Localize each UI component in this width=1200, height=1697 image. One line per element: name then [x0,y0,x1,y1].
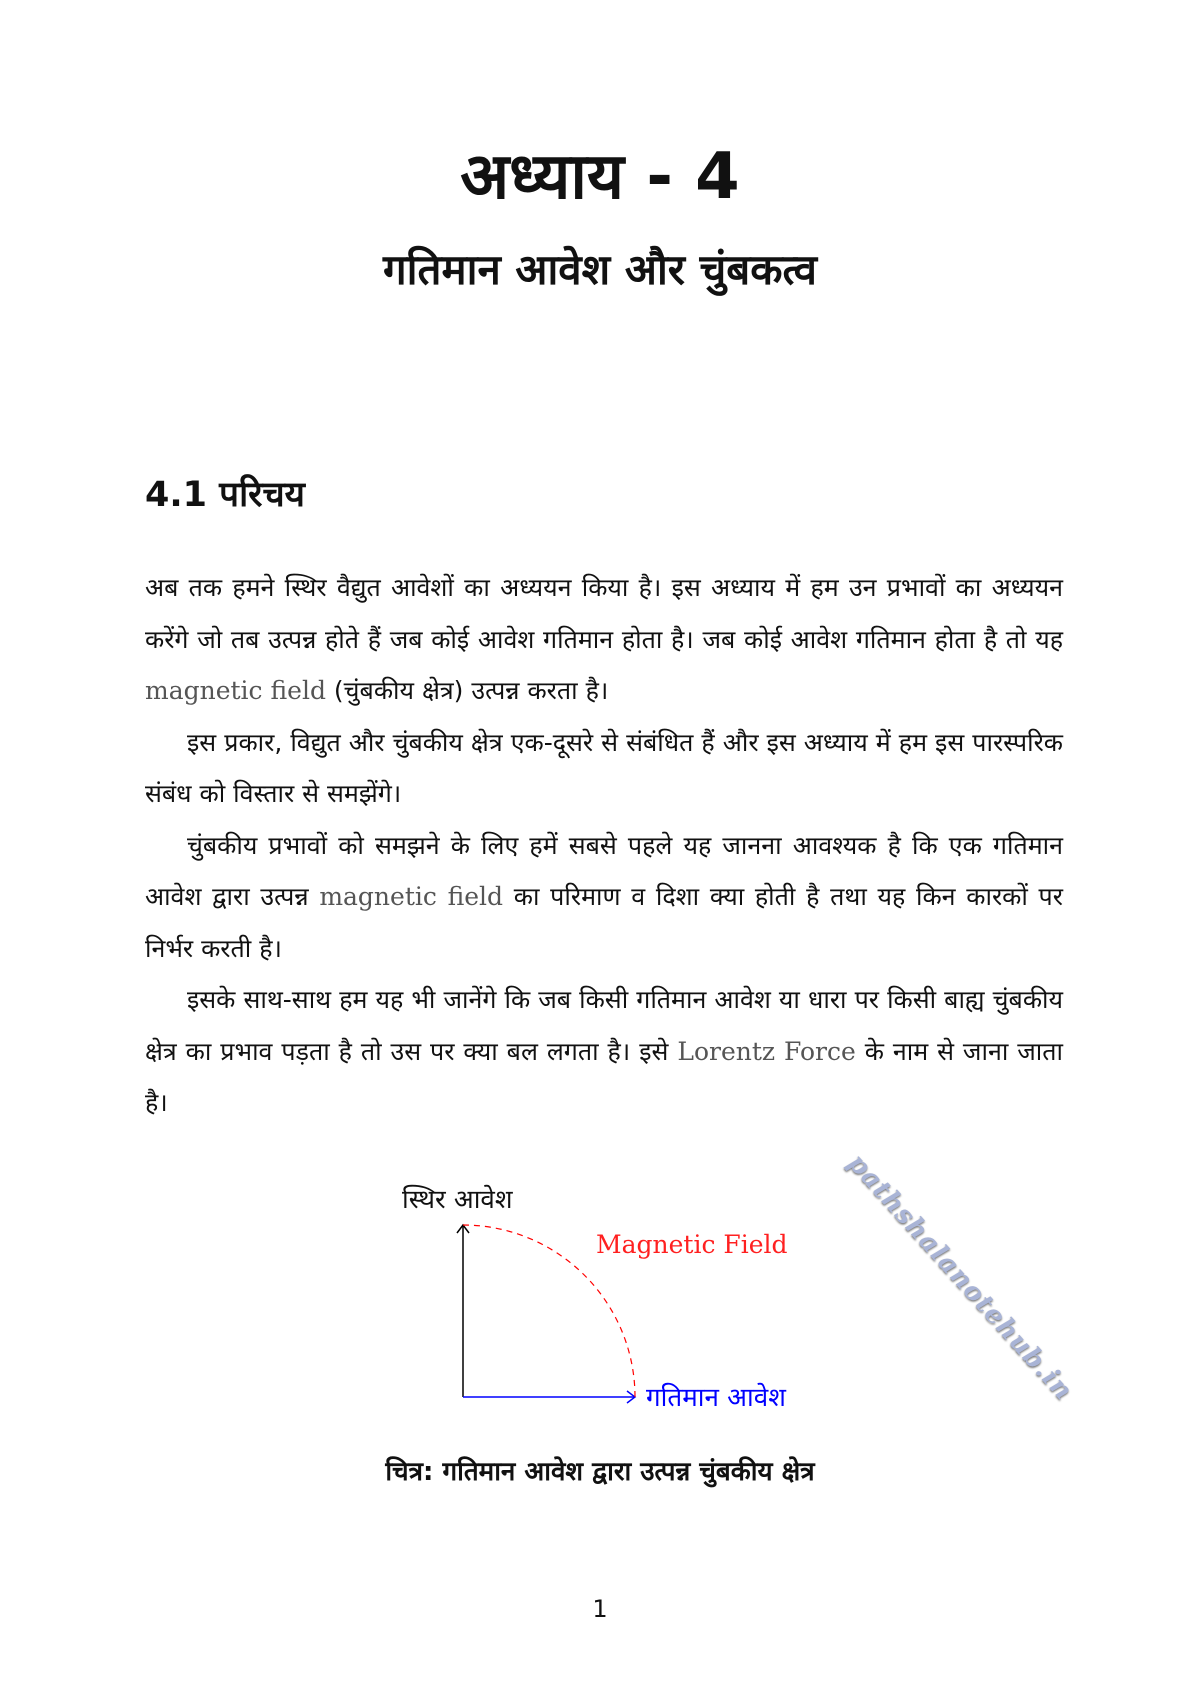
figure-caption: चित्र: गतिमान आवेश द्वारा उत्पन्न चुंबकीय क्षेत्र [385,1457,815,1487]
text: इसके साथ-साथ हम यह भी जानेंगे कि जब किसी गतिमान आवेश या धारा पर किसी बाह्य चुंबकीय क्षेत्र का प्रभाव पड़ता है तो उस पर क्या बल लगता है। इसे [145,985,1063,1066]
horizontal-label: गतिमान आवेश [646,1383,786,1413]
text: के नाम से जाना जाता है। [145,1036,1063,1117]
text: का परिमाण व दिशा क्या होती है तथा यह किन कारकों पर निर्भर करती है। [145,882,1063,963]
english-term: Lorentz Force [677,1036,856,1066]
section-heading: 4.1 परिचय [145,475,305,515]
curve-label: Magnetic Field [596,1230,788,1259]
text: चुंबकीय प्रभावों को समझने के लिए हमें सबसे पहले यह जानना आवश्यक है कि एक गतिमान आवेश द्वारा उत्पन्न [145,830,1063,911]
watermark: pathshalanotehub.in [841,1148,1079,1407]
chapter-title: अध्याय - 4 [460,140,740,214]
english-term: magnetic field [319,882,504,911]
text: (चुंबकीय क्षेत्र) उत्पन्न करता है। [325,676,609,705]
text: इस प्रकार, विद्युत और चुंबकीय क्षेत्र एक-दूसरे से संबंधित हैं और इस अध्याय में हम इस पारस्परिक संबंध को विस्तार से समझेंगे। [145,727,1063,808]
vertical-label: स्थिर आवेश [402,1185,513,1215]
english-term: magnetic field [145,676,326,705]
page-number: 1 [592,1595,608,1623]
text: अब तक हमने स्थिर वैद्युत आवेशों का अध्ययन किया है। इस अध्याय में हम उन प्रभावों का अध्ययन करेंगे जो तब उत्पन्न होते हैं जब कोई आवेश गतिमान होता है। जब कोई आवेश गतिमान होता है तो यह [145,573,1063,654]
chapter-subtitle: गतिमान आवेश और चुंबकत्व [382,245,817,294]
